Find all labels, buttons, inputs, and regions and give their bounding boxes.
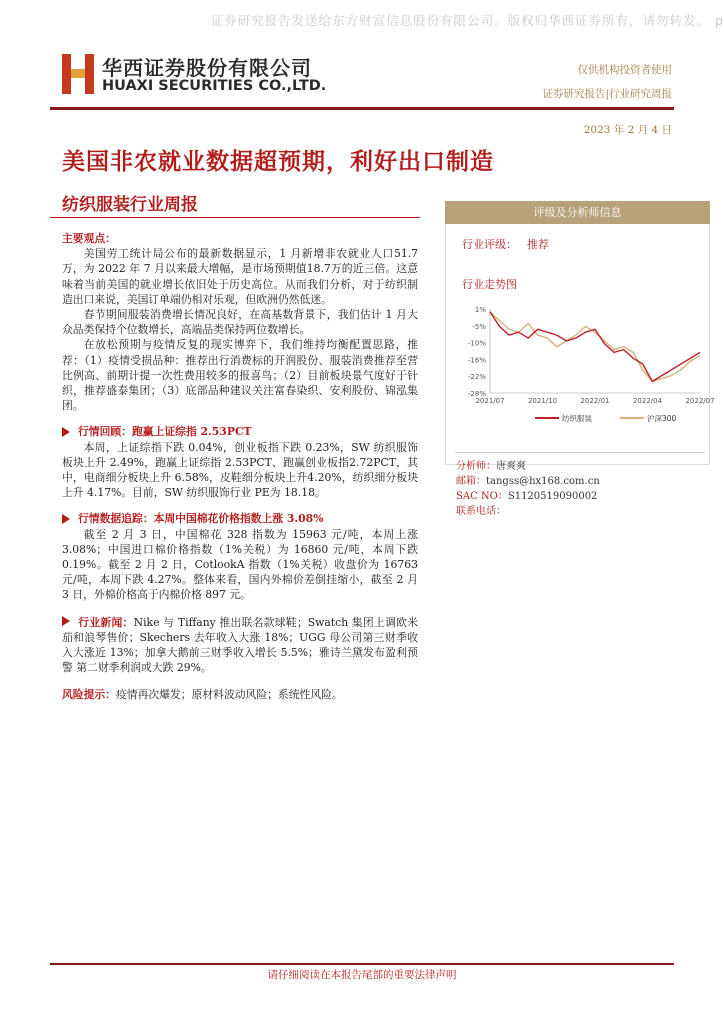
y-tick-label: 1% — [474, 306, 486, 314]
industry-news — [62, 615, 418, 676]
sidebar — [445, 201, 715, 465]
x-tick-label: 2021/10 — [527, 397, 558, 405]
x-tick-label: 2021/07 — [475, 397, 505, 405]
summary-paragraph-3: 在放松预期与疫情反复的现实博弈下，我们维持均衡配置思路，推荐：（1）疫情受损品种：推荐出行消费标的开润股份、服装消费推荐至营比例高、前期计提一次性费用较多的报喜鸟；（2）目前板块景气度好于针织，推荐盛泰集团；（3）底部品种建议关注富春染织、安利股份、锦泓集团。 — [62, 338, 418, 413]
industry-news-lead: 行业新闻： — [78, 615, 134, 629]
market-review-heading — [62, 424, 418, 439]
industry-rating — [462, 236, 549, 252]
header-divider — [50, 107, 674, 110]
watermark-text: 证券研究报告发送给东方财富信息股份有限公司。版权归华西证券所有，请勿转发。 p — [210, 13, 724, 28]
summary-paragraph-2: 春节期间服装消费增长情况良好，在高基数背景下，我们估计 1 月大众品类保持个位数增长，高端品类保持两位数增长。 — [62, 308, 418, 337]
subtitle-underline — [50, 217, 420, 218]
market-review-title: 行情回顾：跑赢上证综指 2.53PCT — [78, 425, 252, 439]
chart-title: 行业走势图 — [462, 278, 517, 291]
sac-number: S1120519090002 — [507, 491, 598, 502]
report-subtitle: 纺织服装行业周报 — [62, 195, 198, 215]
analyst-row — [456, 459, 600, 474]
analyst-email[interactable]: tangss@hx168.com.cn — [486, 476, 600, 487]
summary-label: 主要观点： — [62, 232, 116, 245]
industry-news-text: Nike 与 Tiffany 推出联名款球鞋；Swatch 集团上调欧米茄和浪琴售价；Skechers 去年收入大涨 18%；UGG 母公司第三财季收入大涨近 13%；加拿大鹅前三财季收入增长 5.5%；雅诗兰黛发布盈利预警 第二财季利润或大跌 29%。 — [62, 615, 418, 675]
main-content — [62, 231, 418, 703]
x-tick-label: 2022/01 — [580, 397, 610, 405]
report-date: 2023 年 2 月 4 日 — [583, 124, 672, 136]
analyst-info — [456, 459, 600, 519]
sac-row — [456, 489, 600, 504]
logo-chinese-name: 华西证券股份有限公司 — [102, 56, 312, 80]
audience-note: 仅供机构投资者使用 — [577, 64, 672, 76]
bullet-triangle-icon — [62, 514, 70, 524]
data-tracking-text: 截至 2 月 3 日，中国棉花 328 指数为 15963 元/吨，本周上涨 3.08%；中国进口棉价格指数（1%关税）为 16860 元/吨，本周下跌 0.19%。截至 2 月 2 日，CotlookA 指数（1%关税）收盘价为 16763 元/吨，本周下跌 4.27%。整体来看，国内外棉价差倒挂缩小，截至 2 月 3 日，外棉价格高于内棉价格 897 元。 — [62, 527, 418, 602]
rating-label: 行业评级： — [462, 238, 517, 251]
analyst-label: 分析师： — [456, 461, 496, 472]
risk-note — [62, 687, 418, 702]
summary-paragraph-1: 美国劳工统计局公布的最新数据显示，1 月新增非农就业人口51.7万，为 2022 年 7 月以来最大增幅，是市场预期值18.7万的近三倍。这意味着当前美国的就业增长依旧处于历史高位。从而我们分析，对于纺织制造出口来说，美国订单端仍相对乐观，但欧洲仍然低迷。 — [62, 247, 418, 306]
x-tick-label: 2022/07 — [685, 397, 715, 405]
y-tick-label: -5% — [472, 322, 486, 331]
footer-divider — [50, 963, 674, 965]
y-tick-label: -10% — [467, 339, 486, 348]
legend-label: 纺织服装 — [562, 414, 592, 423]
data-tracking-title: 行情数据追踪：本周中国棉花价格指数上涨 3.08% — [78, 512, 324, 526]
analyst-divider — [455, 452, 705, 453]
sac-label: SAC NO： — [456, 491, 508, 502]
y-tick-label: -16% — [467, 356, 486, 365]
bullet-triangle-icon — [62, 616, 70, 626]
analyst-name: 唐爽爽 — [496, 461, 526, 472]
legend-label: 沪深300 — [647, 414, 677, 423]
y-tick-label: -28% — [467, 390, 486, 398]
report-type: 证券研究报告|行业研究周报 — [542, 88, 672, 100]
x-tick-label: 2022/04 — [632, 397, 663, 405]
series-line — [490, 312, 700, 382]
bullet-triangle-icon — [62, 427, 70, 437]
report-title: 美国非农就业数据超预期，利好出口制造 — [62, 148, 494, 175]
legal-notice: 请仔细阅读在本报告尾部的重要法律声明 — [267, 969, 457, 981]
rating-value: 推荐 — [527, 238, 549, 251]
phone-label: 联系电话： — [456, 506, 506, 517]
logo-english-name: HUAXI SECURITIES CO.,LTD. — [102, 78, 327, 94]
email-label: 邮箱： — [456, 476, 486, 487]
risk-label: 风险提示： — [62, 688, 116, 702]
industry-trend-chart — [455, 301, 715, 441]
y-tick-label: -22% — [467, 373, 486, 382]
sidebar-header: 评级及分析师信息 — [445, 201, 710, 224]
risk-text: 疫情再次爆发；原材料波动风险；系统性风险。 — [115, 688, 343, 702]
huaxi-logo-icon — [62, 54, 94, 94]
email-row — [456, 474, 600, 489]
phone-row — [456, 504, 600, 519]
data-tracking-heading — [62, 511, 418, 526]
market-review-text: 本周，上证综指下跌 0.04%，创业板指下跌 0.23%，SW 纺织服饰板块上升 2.49%，跑赢上证综指 2.53PCT、跑赢创业板指2.72PCT，其中，电商细分板块上升 6.58%，皮鞋细分板块上升4.20%，纺织细分板块上升 4.17%。目前，SW 纺织服饰行业 PE为 18.18。 — [62, 440, 418, 500]
